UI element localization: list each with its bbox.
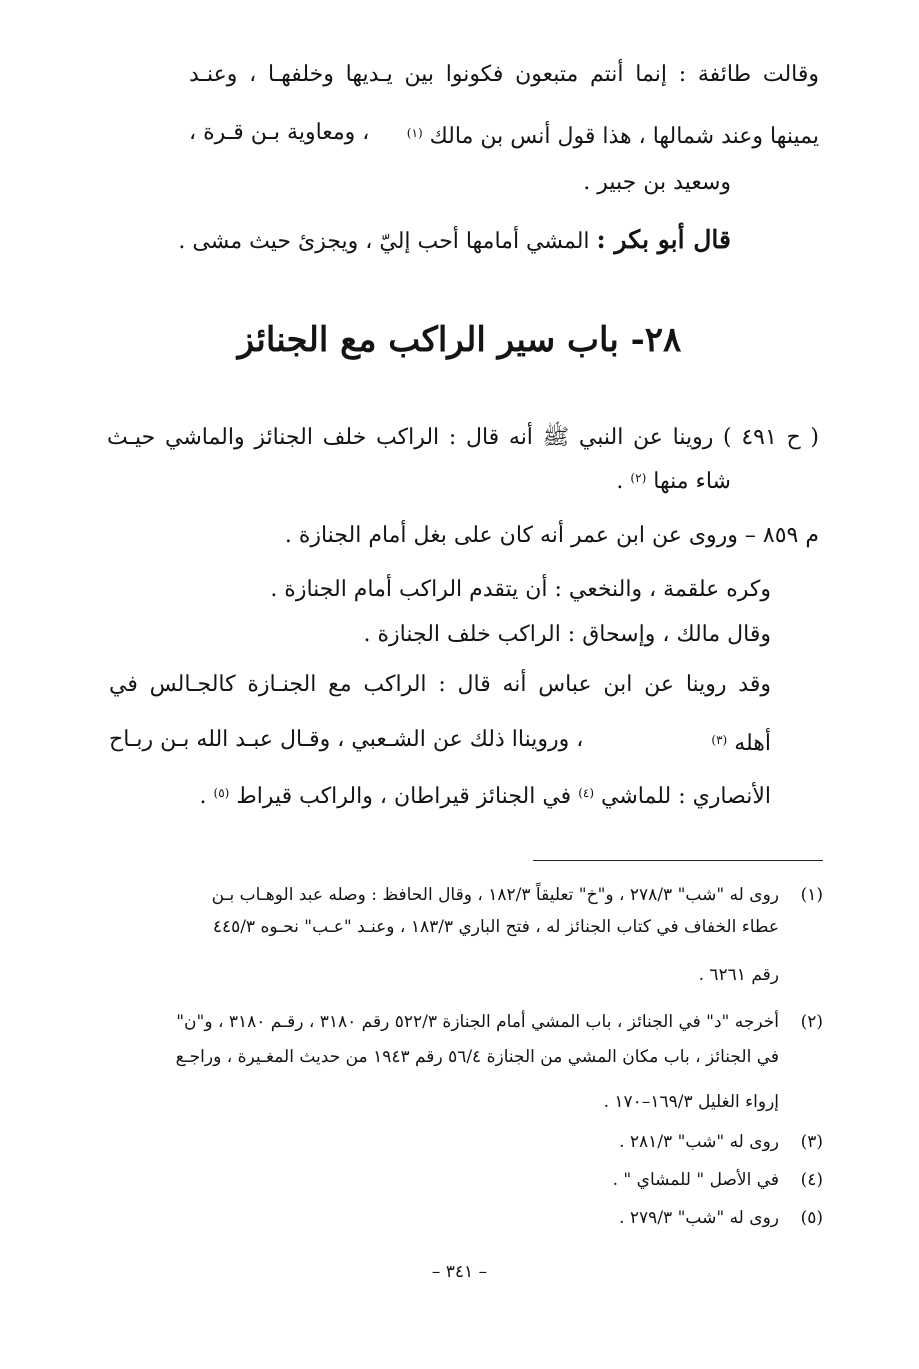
footnote-number: (٢) bbox=[800, 1012, 823, 1032]
footnote-line: رقم ٦٢٦١ . bbox=[698, 965, 779, 985]
text-line bbox=[200, 778, 771, 812]
chapter-heading: ٢٨- باب سير الراكب مع الجنائز bbox=[237, 320, 682, 360]
footnote bbox=[176, 1010, 823, 1034]
abu-bakr-statement bbox=[178, 225, 731, 257]
text-fragment: . bbox=[199, 784, 207, 809]
footnote-ref: (٣) bbox=[711, 733, 728, 747]
footnote-ref: (٢) bbox=[630, 471, 647, 485]
footnote-number: (١) bbox=[800, 885, 823, 905]
footnote-line: عطاء الخفاف في كتاب الجنائز له ، فتح الباري ١٨٣/٣ ، وعنـد "عـب" نحـوه ٤٤٥/٣ bbox=[212, 917, 779, 937]
footnote-text: أخرجه "د" في الجنائز ، باب المشي أمام الجنازة ٥٢٢/٣ رقم ٣١٨٠ ، رقـم ٣١٨٠ ، و"ن" bbox=[176, 1012, 779, 1032]
footnote-number: (٥) bbox=[800, 1208, 823, 1228]
footnote-line: في الجنائز ، باب مكان المشي من الجنازة ٥٦/٤ رقم ١٩٤٣ من حديث المغـيرة ، وراجـع bbox=[175, 1047, 779, 1067]
page-number: – ٣٤١ – bbox=[431, 1262, 488, 1282]
text-line bbox=[189, 118, 819, 152]
footnote-text: في الأصل " للمشاي " . bbox=[612, 1170, 779, 1190]
footnote-text: روى له "شب" ٢٧٩/٣ . bbox=[619, 1208, 779, 1228]
text-line: وقال مالك ، وإسحاق : الراكب خلف الجنازة . bbox=[363, 622, 771, 647]
text-fragment: أهله bbox=[734, 731, 771, 756]
footnote bbox=[613, 1168, 823, 1192]
abu-bakr-label: قال أبو بكر : bbox=[596, 225, 731, 254]
footnote-number: (٤) bbox=[800, 1170, 823, 1190]
text-line bbox=[109, 725, 771, 759]
text-line: وقالت طائفة : إنما أنتم متبعون فكونوا بين يـديها وخلفهـا ، وعنـد bbox=[189, 62, 819, 87]
text-line: وسعيد بن جبير . bbox=[583, 170, 731, 195]
text-line: وقد روينا عن ابن عباس أنه قال : الراكب مع الجنـازة كالجـالس في bbox=[109, 672, 771, 697]
text-line: وكره علقمة ، والنخعي : أن يتقدم الراكب أمام الجنازة . bbox=[270, 577, 771, 602]
footnote bbox=[212, 883, 823, 907]
text-fragment: يمينها وعند شمالها ، هذا قول أنس بن مالك bbox=[429, 124, 819, 149]
hadith-line: ( ح ٤٩١ ) روينا عن النبي ﷺ أنه قال : الراكب خلف الجنائز والماشي حيـث bbox=[107, 425, 819, 450]
text-fragment: في الجنائز قيراطان ، والراكب قيراط bbox=[236, 784, 572, 809]
footnote-ref: (١) bbox=[406, 126, 423, 140]
text-fragment: ، ومعاوية بـن قـرة ، bbox=[189, 120, 370, 145]
text-fragment: . bbox=[616, 469, 624, 494]
text-fragment: ، ورويناا ذلك عن الشـعبي ، وقـال عبـد الله بـن ربـاح bbox=[109, 727, 584, 752]
footnote-text: روى له "شب" ٢٨١/٣ . bbox=[619, 1132, 779, 1152]
hadith-line bbox=[616, 463, 731, 497]
footnote-line: إرواء الغليل ١٦٩/٣–١٧٠ . bbox=[603, 1092, 779, 1112]
footnote-separator bbox=[533, 860, 823, 861]
footnote bbox=[619, 1206, 823, 1230]
text-fragment: الأنصاري : للماشي bbox=[601, 784, 771, 809]
abu-bakr-text: المشي أمامها أحب إليّ ، ويجزئ حيث مشى . bbox=[178, 229, 590, 254]
footnote bbox=[619, 1130, 823, 1154]
footnote-number: (٣) bbox=[800, 1132, 823, 1152]
text-fragment: شاء منها bbox=[653, 469, 731, 494]
footnote-ref: (٤) bbox=[578, 786, 595, 800]
footnote-ref: (٥) bbox=[213, 786, 230, 800]
footnote-text: روى له "شب" ٢٧٨/٣ ، و"خ" تعليقاً ١٨٢/٣ ، وقال الحافظ : وصله عبد الوهـاب بـن bbox=[211, 885, 779, 905]
masala-line: م ٨٥٩ – وروى عن ابن عمر أنه كان على بغل أمام الجنازة . bbox=[284, 523, 819, 548]
